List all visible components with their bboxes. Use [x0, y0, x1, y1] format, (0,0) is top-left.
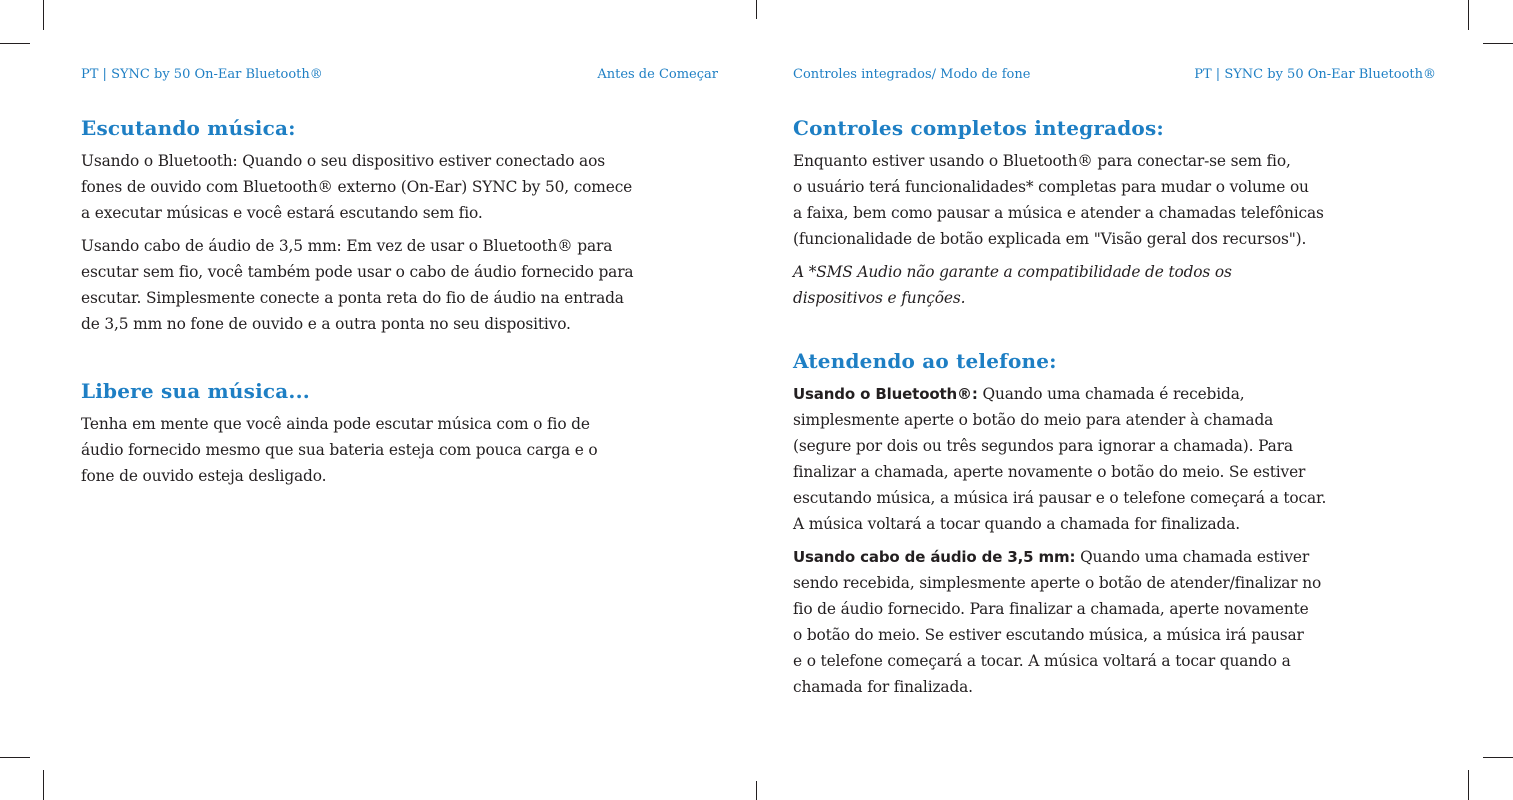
crop-mark — [756, 781, 757, 800]
body-paragraph — [793, 544, 1433, 700]
paragraph-lead: Usando o Bluetooth®: — [793, 385, 978, 403]
crop-mark — [1483, 43, 1513, 44]
header-product: PT | SYNC by 50 On-Ear Bluetooth® — [81, 67, 323, 82]
paragraph-text: Quando uma chamada estiver sendo recebida, simplesmente aperte o botão de atender/finalizar no fio de áudio fornecido. Para finalizar a chamada, aperte novamente o botão do meio. Se estiver escutando música, a música irá pausar e o telefone começará a tocar. A música voltará a tocar quando a chamada for finalizada. — [793, 548, 1322, 696]
running-header — [793, 67, 1436, 85]
header-product: PT | SYNC by 50 On-Ear Bluetooth® — [1194, 67, 1436, 82]
body-paragraph: Usando cabo de áudio de 3,5 mm: Em vez de usar o Bluetooth® para escutar sem fio, você também pode usar o cabo de áudio fornecido para escutar. Simplesmente conecte a ponta reta do fio de áudio na entrada de 3,5 mm no fone de ouvido e a outra ponta no seu dispositivo. — [81, 237, 634, 333]
page-content — [793, 114, 1433, 700]
section-title: Controles completos integrados: — [793, 116, 1164, 140]
body-paragraph — [793, 381, 1433, 537]
footnote-text: A *SMS Audio não garante a compatibilidade de todos os dispositivos e funções. — [793, 263, 1232, 307]
section-title: Libere sua música... — [81, 379, 310, 403]
body-paragraph: Tenha em mente que você ainda pode escutar música com o fio de áudio fornecido mesmo que sua bateria esteja com pouca carga e o fone de ouvido esteja desligado. — [81, 415, 598, 485]
crop-mark — [1483, 757, 1513, 758]
crop-mark — [43, 770, 44, 800]
footnote — [793, 259, 1433, 311]
header-chapter: Antes de Começar — [597, 67, 718, 82]
paragraph-lead: Usando cabo de áudio de 3,5 mm: — [793, 548, 1076, 566]
crop-mark — [0, 43, 30, 44]
crop-mark — [1468, 0, 1469, 30]
crop-mark — [43, 0, 44, 30]
left-page — [81, 0, 721, 800]
crop-mark — [1468, 770, 1469, 800]
page-content — [81, 114, 721, 489]
section-title: Escutando música: — [81, 116, 296, 140]
section-title: Atendendo ao telefone: — [793, 349, 1057, 373]
running-header — [81, 67, 718, 85]
right-page — [793, 0, 1436, 800]
crop-mark — [0, 757, 30, 758]
paragraph-text: Quando uma chamada é recebida, simplesmente aperte o botão do meio para atender à chamada (segure por dois ou três segundos para ignorar a chamada). Para finalizar a chamada, aperte novamente o botão do meio. Se estiver escutando música, a música irá pausar e o telefone começará a tocar. A música voltará a tocar quando a chamada for finalizada. — [793, 385, 1327, 533]
crop-mark — [756, 0, 757, 19]
header-chapter: Controles integrados/ Modo de fone — [793, 67, 1031, 82]
body-paragraph: Usando o Bluetooth: Quando o seu dispositivo estiver conectado aos fones de ouvido com Bluetooth® externo (On-Ear) SYNC by 50, comece a executar músicas e você estará escutando sem fio. — [81, 152, 633, 222]
body-paragraph: Enquanto estiver usando o Bluetooth® para conectar-se sem fio, o usuário terá funcionalidades* completas para mudar o volume ou a faixa, bem como pausar a música e atender a chamadas telefônicas (funcionalidade de botão explicada em "Visão geral dos recursos"). — [793, 152, 1324, 248]
